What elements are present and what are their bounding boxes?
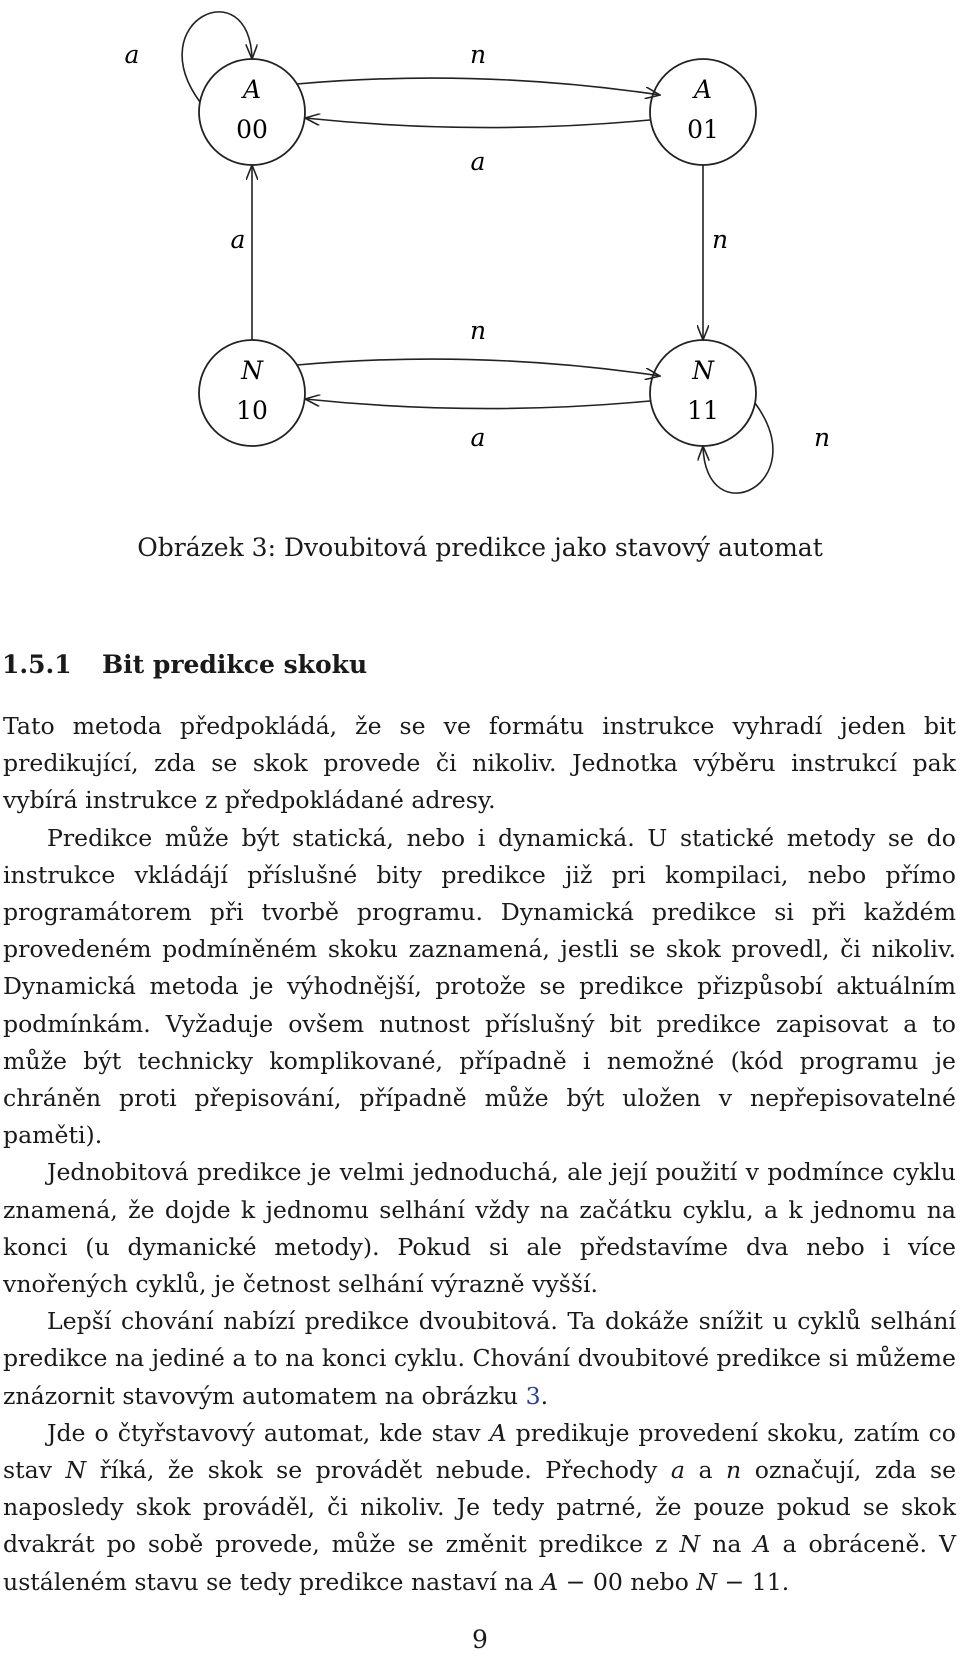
state-a01-code: 01	[687, 115, 719, 144]
paragraph-4-text: Lepší chování nabízí predikce dvoubitová. Ta dokáže snížit u cyklů selhání predikce na jediné a to na konci cyklu. Chování dvoubitové predikce si můžeme znázornit stavovým automatem na obrázku	[3, 1307, 956, 1410]
state-n10-code: 10	[236, 396, 268, 425]
state-diagram	[0, 0, 960, 500]
transition-a01-to-a00	[305, 118, 650, 128]
paragraph-1: Tato metoda předpokládá, že se ve formátu instrukce vyhradí jeden bit predikující, zda se skok provede či nikoliv. Jednotka výběru instrukcí pak vybírá instrukce z předpokládané adresy.	[3, 712, 956, 815]
p5-text-1: Jde o čtyřstavový automat, kde stav	[47, 1418, 481, 1447]
p5-text-4: a	[698, 1456, 713, 1485]
p5-math-3: a	[670, 1456, 685, 1485]
p5-math-2: N	[65, 1456, 87, 1485]
paragraph-4	[3, 1303, 956, 1415]
transition-label-a00-self: a	[124, 40, 140, 69]
transition-n11-to-n10	[305, 399, 650, 409]
paragraph-4-end: .	[540, 1381, 549, 1410]
transition-label-n11-self: n	[813, 423, 831, 452]
transition-label-n11-n10: a	[470, 423, 486, 452]
paragraph-2: Predikce může být statická, nebo i dynamická. U statické metody se do instrukce vkládájí příslušné bity predikce již pri kompilaci, nebo přímo programátorem při tvorbě programu. Dynamická predikce si při každém provedeném podmíněném skoku zaznamená, jestli se skok provedl, či nikoliv. Dynamická metoda je výhodnější, protože se predikce přizpůsobí aktuálním podmínkám. Vyžaduje ovšem nutnost příslušný bit predikce zapisovat a to může být technicky komplikované, případně i nemožné (kód programu je chráněn proti přepisování, případně může být uložen v nepřepisovatelné paměti).	[3, 823, 956, 1150]
state-a00-letter: A	[242, 75, 262, 104]
transition-label-a01-n11: n	[711, 225, 729, 254]
p5-text-7: a obráceně. V ustáleném stavu se tedy predikce nastaví na	[3, 1530, 957, 1596]
p5-text-2: predikuje provedení skoku, zatím co stav	[3, 1418, 956, 1485]
p5-math-7: A	[541, 1567, 559, 1596]
state-n10-letter: N	[241, 356, 263, 385]
state-n11-letter: N	[692, 356, 714, 385]
paragraph-3: Jednobitová predikce je velmi jednoduchá, ale její použití v podmínce cyklu znamená, že dojde k jednomu selhání vždy na začátku cyklu, a k jednomu na konci (u dymanické metody). Pokud si ale představíme dva nebo i více vnořených cyklů, je četnost selhání výrazně vyšší.	[3, 1158, 956, 1299]
figure-caption-text: Dvoubitová predikce jako stavový automat	[284, 533, 823, 562]
transition-label-n10-a00: a	[230, 225, 246, 254]
section-number: 1.5.1	[2, 650, 72, 679]
state-a00-code: 00	[236, 115, 268, 144]
transition-n10-to-n11	[297, 359, 660, 376]
p5-text-9: − 11.	[724, 1567, 790, 1596]
figure-caption	[0, 533, 960, 563]
transition-label-a00-a01: n	[469, 40, 487, 69]
state-a01-letter: A	[693, 75, 713, 104]
transition-label-n10-n11: n	[469, 316, 487, 345]
p5-text-5: označují, zda se naposledy skok prováděl, či nikoliv. Je tedy patrné, že pouze pokud se skok dvakrát po sobě provede, může se změnit predikce z	[3, 1456, 957, 1559]
body-text	[3, 708, 956, 1601]
figure-caption-label: Obrázek 3:	[137, 533, 276, 562]
transition-label-a01-a00: a	[470, 147, 486, 176]
p5-text-3: říká, že skok se provádět nebude. Přechody	[99, 1456, 658, 1485]
paragraph-5	[3, 1415, 956, 1601]
p5-text-8: − 00 nebo	[565, 1567, 689, 1596]
p5-math-5: N	[679, 1530, 701, 1559]
p5-math-4: n	[726, 1456, 742, 1485]
p5-text-6: na	[712, 1530, 742, 1559]
transition-a00-to-a01	[297, 78, 660, 95]
section-title: Bit predikce skoku	[102, 650, 368, 679]
p5-math-1: A	[489, 1418, 507, 1447]
figure-reference-link[interactable]: 3	[525, 1381, 541, 1410]
section-heading	[2, 650, 367, 679]
p5-math-6: A	[753, 1530, 771, 1559]
state-n11-code: 11	[687, 396, 719, 425]
page-number: 9	[472, 1625, 488, 1654]
p5-math-8: N	[696, 1567, 718, 1596]
transition-a00-self-loop	[182, 12, 252, 102]
